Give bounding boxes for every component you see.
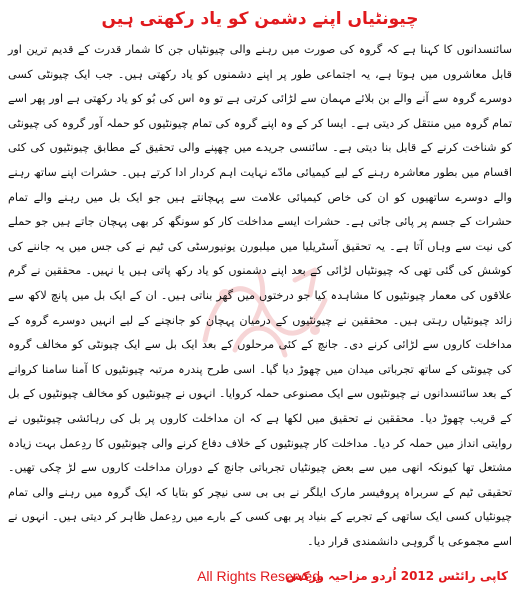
copyright-urdu: کاپی رائٹس 2012 اُردو مزاحیہ ورکس bbox=[285, 569, 508, 583]
footer bbox=[0, 565, 520, 589]
article-body bbox=[8, 38, 512, 554]
copyright-english: All Rights Reserved bbox=[197, 568, 320, 584]
article-paragraph: سائنسدانوں کا کہنا ہے کہ گروہ کی صورت میں رہنے والی چیونٹیاں جن کا شمار قدرت کے قدیم ترین اور قابل معاشروں میں ہوتا ہے، یہ اجتماعی طور پر اپنے دشمنوں کو یاد رکھتی ہیں۔ جب ایک چیونٹی کسی دوسرے گروہ سے آنے والے بن بلائے مہمان سے لڑائی کرتی ہے تو وہ اس کی بُو کو یاد رکھتی ہے اور پھر اسے تمام گروہ میں منتقل کر دیتی ہے۔ ایسا کر کے وہ اپنے گروہ کی تمام چیونٹیوں کو حملہ آور گروہ کی چیونٹی کو شناخت کرنے کے قابل بنا دیتی ہے۔ سائنسی جریدے میں چھپنے والی تحقیق کے مطابق چیونٹیوں کی کئی اقسام میں بطور معاشرہ رہنے کے لیے کیمیائی مادّے نہایت اہم کردار ادا کرتے ہیں۔ حشرات اپنے ساتھ رہنے والے دوسرے ساتھیوں کو ان کی خاص کیمیائی علامت سے پہچانتے ہیں جو ایک بل میں رہنے والے تمام حشرات کے جسم پر پائی جاتی ہے۔ حشرات ایسے مداخلت کار کو سونگھ کر بھی پہچان جاتے ہیں جو حملے کی نیت سے وہاں آتا ہے۔ یہ تحقیق آسٹریلیا میں میلبورن یونیورسٹی کی ٹیم نے کی جس میں یہ جاننے کی کوشش کی گئی تھی کہ چیونٹیاں لڑائی کے بعد اپنے دشمنوں کو یاد رکھ پاتی ہیں یا نہیں۔ محققین نے گرم علاقوں کی معمار چیونٹیوں کا مشاہدہ کیا جو درختوں میں گھر بناتی ہیں۔ ان کے ایک بل میں پانچ لاکھ سے زائد چیونٹیاں رہتی ہیں۔ محققین نے چیونٹیوں کے درمیان پہچان کو جانچنے کے لیے انہیں دوسرے گروہ کے مداخلت کاروں سے لڑائی کرنے دی۔ جانچ کے کئی مرحلوں کے بعد ایک بل سے ایک چیونٹی کو مخالف گروہ کی چیونٹی کے ساتھ تجرباتی میدان میں چھوڑ دیا گیا۔ اسی طرح پندرہ مرتبہ چیونٹیوں کا آمنا سامنا کروانے کے بعد سائنسدانوں نے چیونٹیوں سے ایک مصنوعی حملہ کروایا۔ انہوں نے چیونٹیوں کو مخالف چیونٹیوں کے بل کے قریب چھوڑ دیا۔ محققین نے تحقیق میں لکھا ہے کہ ان مداخلت کاروں پر بل کی رہائشی چیونٹیوں نے روایتی انداز میں حملہ کر دیا۔ مداخلت کار چیونٹیوں کے خلاف دفاع کرنے والی چیونٹیوں کا ردِعمل بہت زیادہ مشتعل تھا کیونکہ انھی میں سے بعض چیونٹیاں تجرباتی جانچ کے دوران مداخلت کاروں سے لڑ چکی تھیں۔ تحقیقی ٹیم کے سربراہ پروفیسر مارک ایلگر نے بی بی سی نیچر کو بتایا کہ ایک گروہ میں رہنے والی تمام چیونٹیاں کسی ایک ساتھی کے تجربے کے بنیاد پر بھی کسی کے بارے میں ردِعمل ظاہر کر دیتی ہیں۔ انہوں نے اسے مجموعی یا گروہی دانشمندی قرار دیا۔ bbox=[8, 43, 512, 548]
article-title: چیونٹیاں اپنے دشمن کو یاد رکھتی ہیں bbox=[101, 9, 419, 29]
